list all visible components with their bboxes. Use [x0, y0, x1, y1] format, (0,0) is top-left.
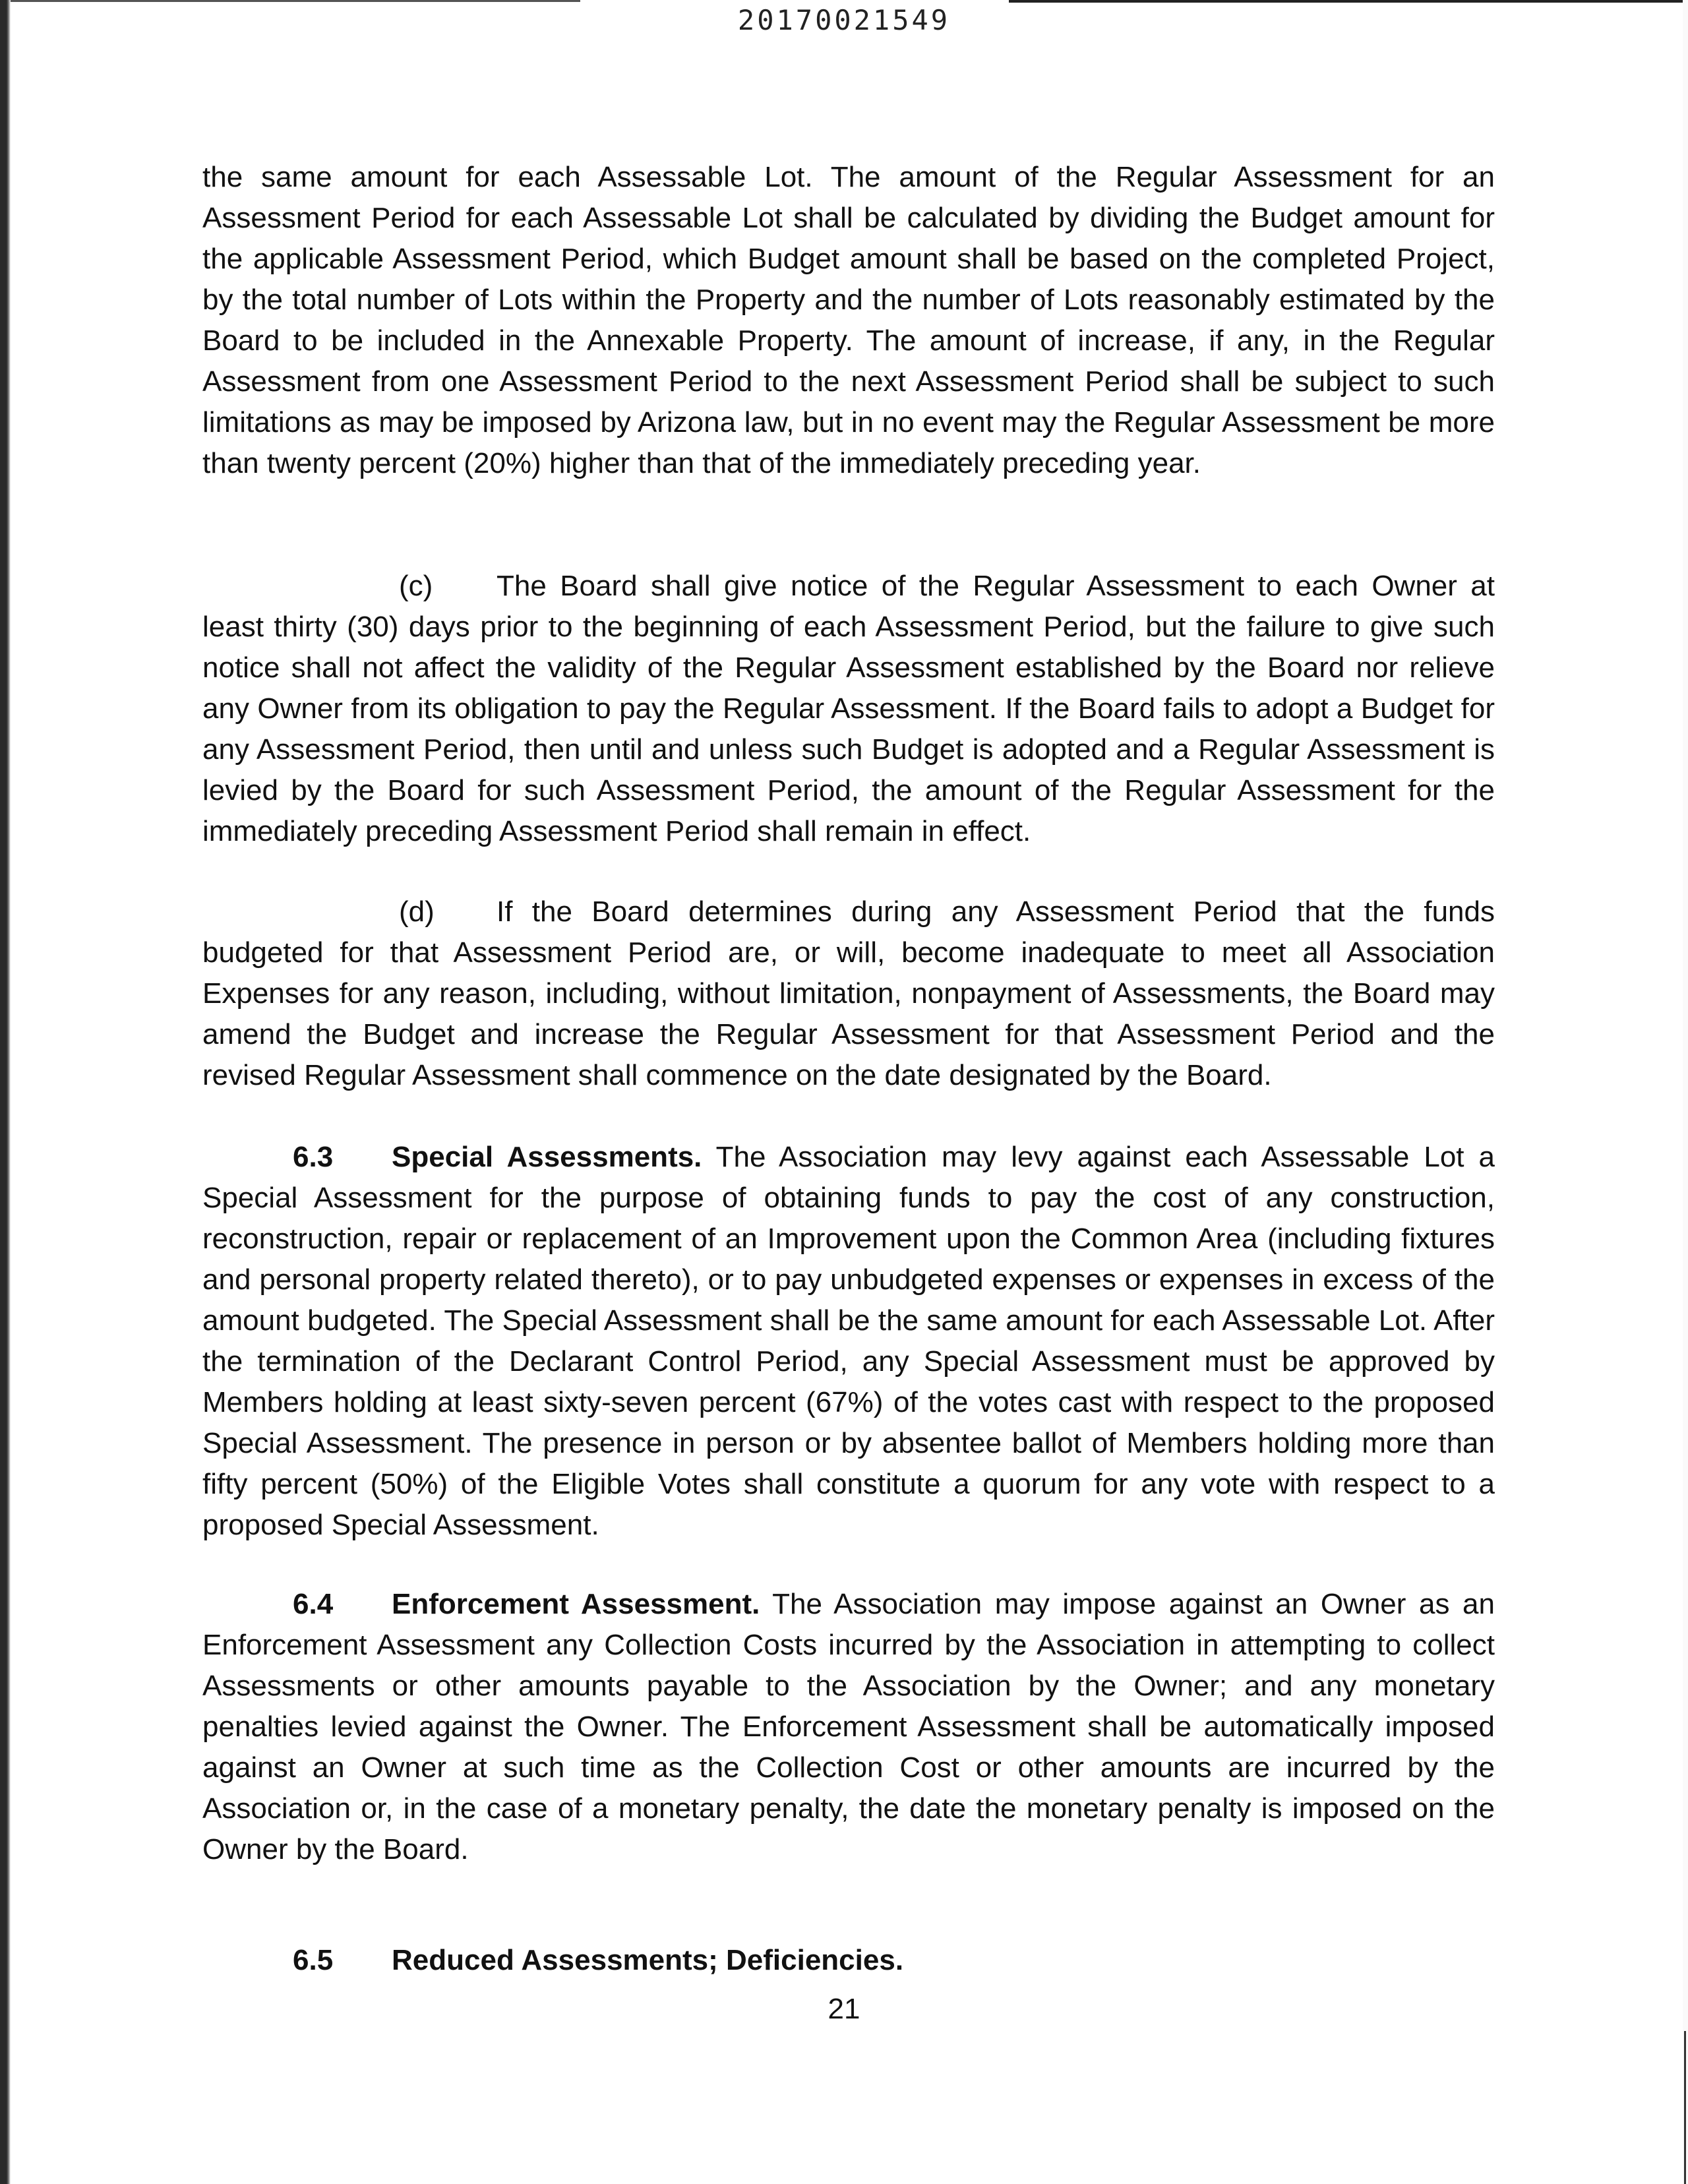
paragraph-c-text: The Board shall give notice of the Regular Assessment to each Owner at least thirty (30) days prior to the beginning of each Assessment Period, but the failure to give such notice shall not affect the validity of the Regular Assessment established by the Board nor relieve any Owner from its obligation to pay the Regular Assessment. If the Board fails to adopt a Budget for any Assessment Period, then until and unless such Budget is adopted and a Regular Assessment is levied by the Board for such Assessment Period, the amount of the Regular Assessment for the immediately preceding Assessment Period shall remain in effect. — [202, 570, 1495, 847]
section-6-5-number: 6.5 — [293, 1944, 334, 1976]
section-6-4-number: 6.4 — [293, 1588, 334, 1620]
scan-right-edge — [1683, 0, 1688, 2184]
section-6-3 — [202, 1137, 1495, 1546]
scan-top-rule-left — [0, 0, 580, 2]
section-6-4-title: Enforcement Assessment. — [392, 1588, 760, 1620]
paragraph-d — [202, 892, 1495, 1096]
section-6-4-text: The Association may impose against an Owner as an Enforcement Assessment any Collection Costs incurred by the Association in attempting to collect Assessments or other amounts payable to the Association by the Owner; and any monetary penalties levied against the Owner. The Enforcement Assessment shall be automatically imposed against an Owner at such time as the Collection Cost or other amounts are incurred by the Association or, in the case of a monetary penalty, the date the monetary penalty is imposed on the Owner by the Board. — [202, 1588, 1495, 1866]
subsection-label-d: (d) — [399, 895, 435, 928]
recording-number: 20170021549 — [737, 4, 951, 36]
section-6-3-title: Special Assessments. — [392, 1141, 702, 1173]
section-6-5-heading — [293, 1944, 903, 1977]
paragraph-d-text: If the Board determines during any Assessment Period that the funds budgeted for that Assessment Period are, or will, become inadequate to meet all Association Expenses for any reason, including, without limitation, nonpayment of Assessments, the Board may amend the Budget and increase the Regular Assessment for that Assessment Period and the revised Regular Assessment shall commence on the date designated by the Board. — [202, 895, 1495, 1091]
section-6-5-title: Reduced Assessments; Deficiencies. — [392, 1944, 904, 1976]
scan-right-edge-mark — [1684, 2031, 1686, 2184]
section-6-3-number: 6.3 — [293, 1141, 334, 1173]
section-6-3-text: The Association may levy against each Assessable Lot a Special Assessment for the purpose of obtaining funds to pay the cost of any construction, reconstruction, repair or replacement of an Improvement upon the Common Area (including fixtures and personal property related thereto), or to pay unbudgeted expenses or expenses in excess of the amount budgeted. The Special Assessment shall be the same amount for each Assessable Lot. After the termination of the Declarant Control Period, any Special Assessment must be approved by Members holding at least sixty-seven percent (67%) of the votes cast with respect to the proposed Special Assessment. The presence in person or by absentee ballot of Members holding more than fifty percent (50%) of the Eligible Votes shall constitute a quorum for any vote with respect to a proposed Special Assessment. — [202, 1141, 1495, 1541]
section-6-4 — [202, 1584, 1495, 1870]
scan-top-rule-right — [1009, 0, 1688, 3]
subsection-label-c: (c) — [399, 570, 433, 602]
scan-left-edge — [0, 0, 11, 2184]
paragraph-continuation: the same amount for each Assessable Lot. The amount of the Regular Assessment for an Assessment Period for each Assessable Lot shall be calculated by dividing the Budget amount for the applicable Assessment Period, which Budget amount shall be based on the completed Project, by the total number of Lots within the Property and the number of Lots reasonably estimated by the Board to be included in the Annexable Property. The amount of increase, if any, in the Regular Assessment from one Assessment Period to the next Assessment Period shall be subject to such limitations as may be imposed by Arizona law, but in no event may the Regular Assessment be more than twenty percent (20%) higher than that of the immediately preceding year. — [202, 161, 1495, 479]
page-number: 21 — [828, 1993, 860, 2025]
paragraph-c — [202, 566, 1495, 852]
